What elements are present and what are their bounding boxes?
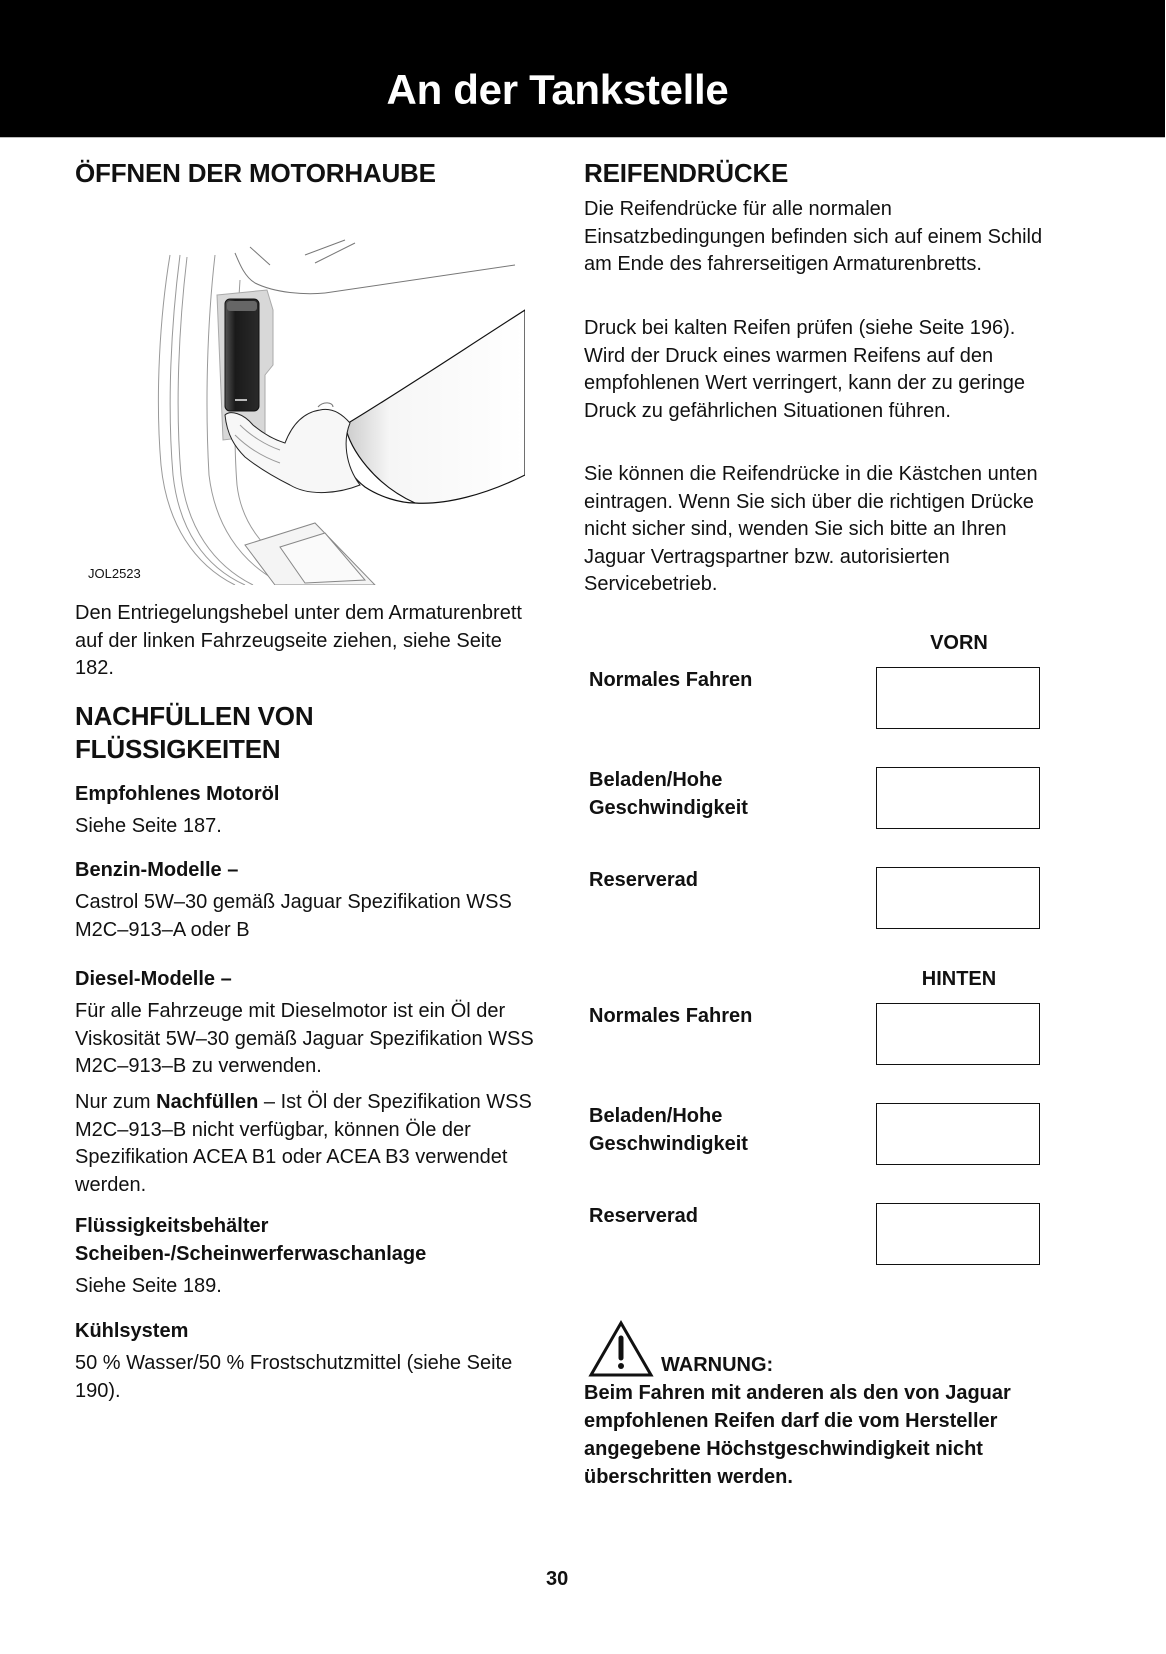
- page-header-band: [0, 0, 1165, 138]
- heading-line: Scheiben-/Scheinwerferwaschanlage: [75, 1242, 427, 1265]
- hand-lever-icon: [75, 235, 525, 585]
- figure-code: JOL2523: [88, 566, 141, 581]
- hood-instructions: Den Entriegelungshebel unter dem Armaturenbrett auf der linken Fahrzeugseite ziehen, siehe Seite 182.: [75, 602, 522, 679]
- heading-line: NACHFÜLLEN VON: [75, 701, 314, 731]
- section-heading-fluids: [75, 700, 313, 766]
- tyres-para-2: Druck bei kalten Reifen prüfen (siehe Seite 196). Wird der Druck eines warmen Reifens auf den empfohlenen Wert verringert, kann der zu geringe Druck zu gefährlichen Situationen führen.: [584, 317, 1025, 422]
- rear-row-label: [589, 1102, 748, 1158]
- section-heading-hood: ÖFFNEN DER MOTORHAUBE: [75, 158, 436, 188]
- rear-row-label: Normales Fahren: [589, 1005, 753, 1027]
- subheading-washer: [75, 1213, 426, 1268]
- page-title: An der Tankstelle: [386, 66, 729, 113]
- heading-line: FLÜSSIGKEITEN: [75, 734, 281, 764]
- heading-line: Flüssigkeitsbehälter: [75, 1215, 269, 1237]
- warning-triangle-icon: [588, 1320, 654, 1378]
- label-line: Geschwindigkeit: [589, 1133, 748, 1155]
- subheading-engine-oil: Empfohlenes Motoröl: [75, 783, 280, 805]
- bonnet-release-illustration: [75, 235, 525, 585]
- tyres-para-1: Die Reifendrücke für alle normalen Einsatzbedingungen befinden sich auf einem Schild am Ende des fahrerseitigen Armaturenbretts.: [584, 198, 1043, 275]
- front-normal-pressure-box[interactable]: [876, 667, 1040, 729]
- front-row-label: Normales Fahren: [589, 669, 753, 691]
- front-heading: VORN: [930, 632, 988, 654]
- rear-spare-pressure-box[interactable]: [876, 1203, 1040, 1265]
- tyres-para-3: Sie können die Reifendrücke in die Kästchen unten eintragen. Wenn Sie sich über die richtigen Drücke nicht sicher sind, wenden Sie sich bitte an Ihren Jaguar Vertragspartner bzw. autorisierten Servicebetrieb.: [584, 463, 1038, 595]
- petrol-text: Castrol 5W–30 gemäß Jaguar Spezifikation WSS M2C–913–A oder B: [75, 891, 512, 941]
- subheading-cooling: Kühlsystem: [75, 1320, 189, 1342]
- subheading-diesel: Diesel-Modelle –: [75, 968, 232, 990]
- cooling-text: 50 % Wasser/50 % Frostschutzmittel (siehe Seite 190).: [75, 1352, 513, 1402]
- label-line: Beladen/Hohe: [589, 1105, 723, 1127]
- topup-bold: Nachfüllen: [156, 1091, 259, 1113]
- rear-row-label: Reserverad: [589, 1205, 698, 1227]
- diesel-text: Für alle Fahrzeuge mit Dieselmotor ist ein Öl der Viskosität 5W–30 gemäß Jaguar Spezifikation WSS M2C–913–B zu verwenden.: [75, 1000, 534, 1077]
- subheading-petrol: Benzin-Modelle –: [75, 859, 239, 881]
- front-spare-pressure-box[interactable]: [876, 867, 1040, 929]
- warning-title: WARNUNG:: [661, 1354, 774, 1376]
- front-loaded-pressure-box[interactable]: [876, 767, 1040, 829]
- rear-heading: HINTEN: [921, 968, 997, 990]
- front-row-label: [589, 766, 748, 822]
- topup-prefix: Nur zum: [75, 1091, 157, 1113]
- topup-text: [75, 1089, 545, 1199]
- page-number: 30: [546, 1568, 569, 1590]
- rear-normal-pressure-box[interactable]: [876, 1003, 1040, 1065]
- label-line: Beladen/Hohe: [589, 769, 723, 791]
- rear-loaded-pressure-box[interactable]: [876, 1103, 1040, 1165]
- front-row-label: Reserverad: [589, 869, 698, 891]
- washer-text: Siehe Seite 189.: [75, 1275, 222, 1297]
- label-line: Geschwindigkeit: [589, 797, 748, 819]
- topup-suffix: – Ist Öl der Spezifikation WSS M2C–913–B nicht verfügbar, können Öle der Spezifikation ACEA B1 oder ACEA B3 verwendet werden.: [75, 1091, 532, 1196]
- section-heading-tyres: REIFENDRÜCKE: [584, 158, 789, 188]
- engine-oil-text: Siehe Seite 187.: [75, 815, 222, 837]
- warning-text: Beim Fahren mit anderen als den von Jaguar empfohlenen Reifen darf die vom Hersteller angegebene Höchstgeschwindigkeit nicht überschritten werden.: [584, 1382, 1011, 1488]
